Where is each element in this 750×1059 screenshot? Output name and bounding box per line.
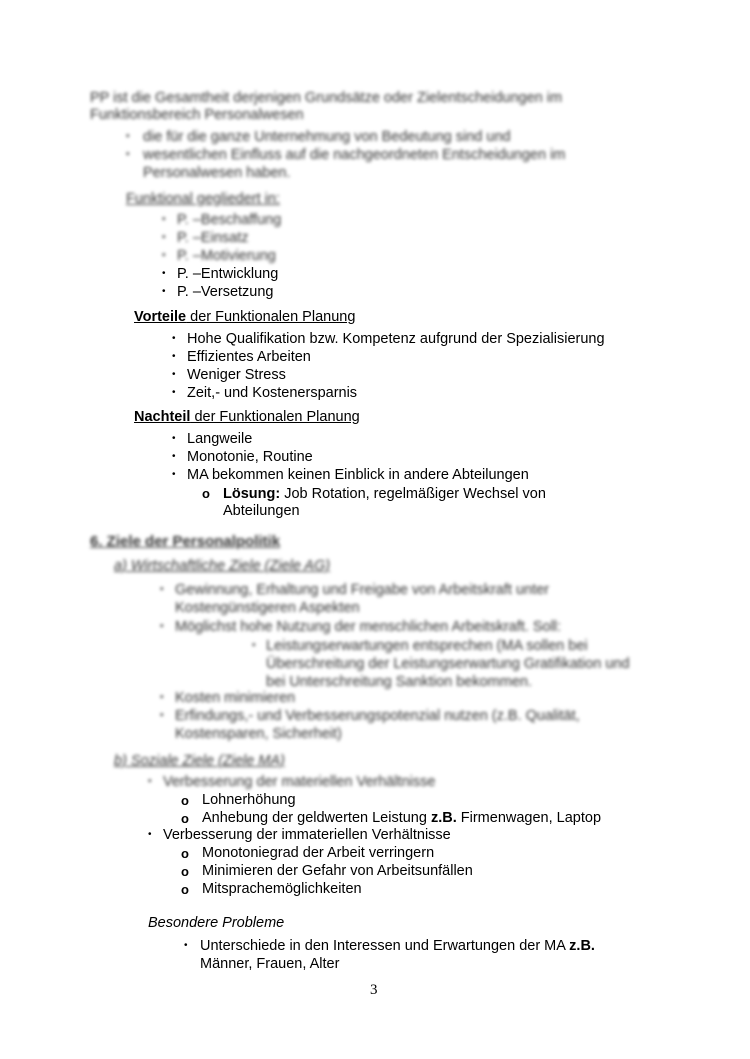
bullet-dot: •	[162, 250, 166, 261]
nachteil-heading-bold: Nachteil	[134, 409, 191, 425]
bullet-dot: •	[160, 621, 164, 632]
bullet-dot: •	[162, 286, 166, 297]
bullet-dot: •	[160, 584, 164, 595]
immaterial-sub-item: Minimieren der Gefahr von Arbeitsunfällen	[202, 863, 473, 879]
immaterial-sub-item: Monotoniegrad der Arbeit verringern	[202, 845, 435, 861]
a-sub-item: Leistungserwartungen entsprechen (MA sollen bei	[266, 638, 588, 654]
sub-bullet-marker: o	[181, 846, 189, 861]
bullet-dot: •	[252, 640, 256, 651]
vorteile-item: Hohe Qualifikation bzw. Kompetenz aufgrund der Spezialisierung	[187, 331, 605, 347]
anhebung-bold: z.B.	[430, 810, 457, 826]
bullet-dot: •	[184, 940, 188, 951]
vorteile-heading-rest: der Funktionalen Planung	[186, 309, 356, 325]
bullet-dot: •	[126, 131, 130, 142]
functional-item: P. –Beschaffung	[177, 212, 282, 228]
functional-item: P. –Entwicklung	[177, 266, 279, 282]
vorteile-item: Zeit,- und Kostenersparnis	[187, 385, 358, 401]
bullet-dot: •	[126, 149, 130, 160]
lohn-item: Lohnerhöhung	[202, 792, 296, 808]
intro-bullet-2a: wesentlichen Einfluss auf die nachgeordneten Entscheidungen im	[143, 147, 566, 163]
a-sub-item: Überschreitung der Leistungserwartung Gratifikation und	[266, 656, 630, 672]
bullet-dot: •	[162, 214, 166, 225]
sub-bullet-marker: o	[202, 486, 210, 501]
bullet-dot: •	[172, 369, 176, 380]
bullet-dot: •	[172, 433, 176, 444]
immaterial-item: Verbesserung der immateriellen Verhältnisse	[163, 827, 451, 843]
a-item: Möglichst hohe Nutzung der menschlichen Arbeitskraft. Soll:	[175, 619, 562, 635]
solution-line	[223, 485, 546, 503]
functional-item: P. –Einsatz	[177, 230, 249, 246]
functional-item: P. –Motivierung	[177, 248, 276, 264]
sub-bullet-marker: o	[181, 793, 189, 808]
a-item: Gewinnung, Erhaltung und Freigabe von Arbeitskraft unter	[175, 582, 550, 598]
vorteile-heading	[134, 308, 355, 326]
bullet-dot: •	[162, 232, 166, 243]
bullet-dot: •	[162, 268, 166, 279]
vorteile-item: Effizientes Arbeiten	[187, 349, 311, 365]
probleme-item-cont: Männer, Frauen, Alter	[200, 956, 340, 972]
nachteil-item: Langweile	[187, 431, 253, 447]
intro-bullet-1: die für die ganze Unternehmung von Bedeutung sind und	[143, 129, 511, 145]
solution-label: Lösung:	[223, 486, 281, 502]
functional-subheading: Funktional gegliedert in:	[126, 191, 280, 207]
sub-bullet-marker: o	[181, 882, 189, 897]
a-heading: a) Wirtschaftliche Ziele (Ziele AG)	[114, 558, 331, 574]
probleme-item	[200, 937, 595, 955]
probleme-bold: z.B.	[569, 938, 595, 954]
bullet-dot: •	[160, 710, 164, 721]
solution-text: Job Rotation, regelmäßiger Wechsel von	[280, 486, 546, 502]
a-item-cont: Kostengünstigeren Aspekten	[175, 600, 360, 616]
nachteil-heading-rest: der Funktionalen Planung	[190, 409, 360, 425]
sub-bullet-marker: o	[181, 864, 189, 879]
b-heading: b) Soziale Ziele (Ziele MA)	[114, 753, 285, 769]
nachteil-heading	[134, 408, 360, 426]
nachteil-item: MA bekommen keinen Einblick in andere Abteilungen	[187, 467, 529, 483]
probleme-heading: Besondere Probleme	[148, 915, 285, 931]
vorteile-heading-bold: Vorteile	[134, 309, 187, 325]
intro-line-2: Funktionsbereich Personalwesen	[90, 107, 304, 123]
anhebung-pre: Anhebung der geldwerten Leistung	[202, 810, 431, 826]
immaterial-sub-item: Mitsprachemöglichkeiten	[202, 881, 362, 897]
bullet-dot: •	[172, 387, 176, 398]
vorteile-item: Weniger Stress	[187, 367, 286, 383]
bullet-dot: •	[172, 333, 176, 344]
solution-text-2: Abteilungen	[223, 503, 300, 519]
nachteil-item: Monotonie, Routine	[187, 449, 313, 465]
bullet-dot: •	[172, 451, 176, 462]
a-item-cont: Kostensparen, Sicherheit)	[175, 726, 342, 742]
intro-line-1: PP ist die Gesamtheit derjenigen Grundsätze oder Zielentscheidungen im	[90, 90, 563, 106]
page-number: 3	[370, 982, 378, 998]
bullet-dot: •	[148, 829, 152, 840]
bullet-dot: •	[172, 469, 176, 480]
bullet-dot: •	[148, 776, 152, 787]
sub-bullet-marker: o	[181, 811, 189, 826]
intro-bullet-2b: Personalwesen haben.	[143, 165, 291, 181]
functional-item: P. –Versetzung	[177, 284, 274, 300]
bullet-dot: •	[160, 692, 164, 703]
bullet-dot: •	[172, 351, 176, 362]
b-item: Verbesserung der materiellen Verhältnisse	[163, 774, 436, 790]
a-item: Kosten minimieren	[175, 690, 296, 706]
anhebung-post: Firmenwagen, Laptop	[456, 810, 602, 826]
probleme-pre: Unterschiede in den Interessen und Erwartungen der MA	[200, 938, 570, 954]
a-sub-item: bei Unterschreitung Sanktion bekommen.	[266, 674, 532, 690]
anhebung-item	[202, 809, 601, 827]
section-heading: 6. Ziele der Personalpolitik	[90, 533, 281, 550]
a-item: Erfindungs,- und Verbesserungspotenzial nutzen (z.B. Qualität,	[175, 708, 580, 724]
